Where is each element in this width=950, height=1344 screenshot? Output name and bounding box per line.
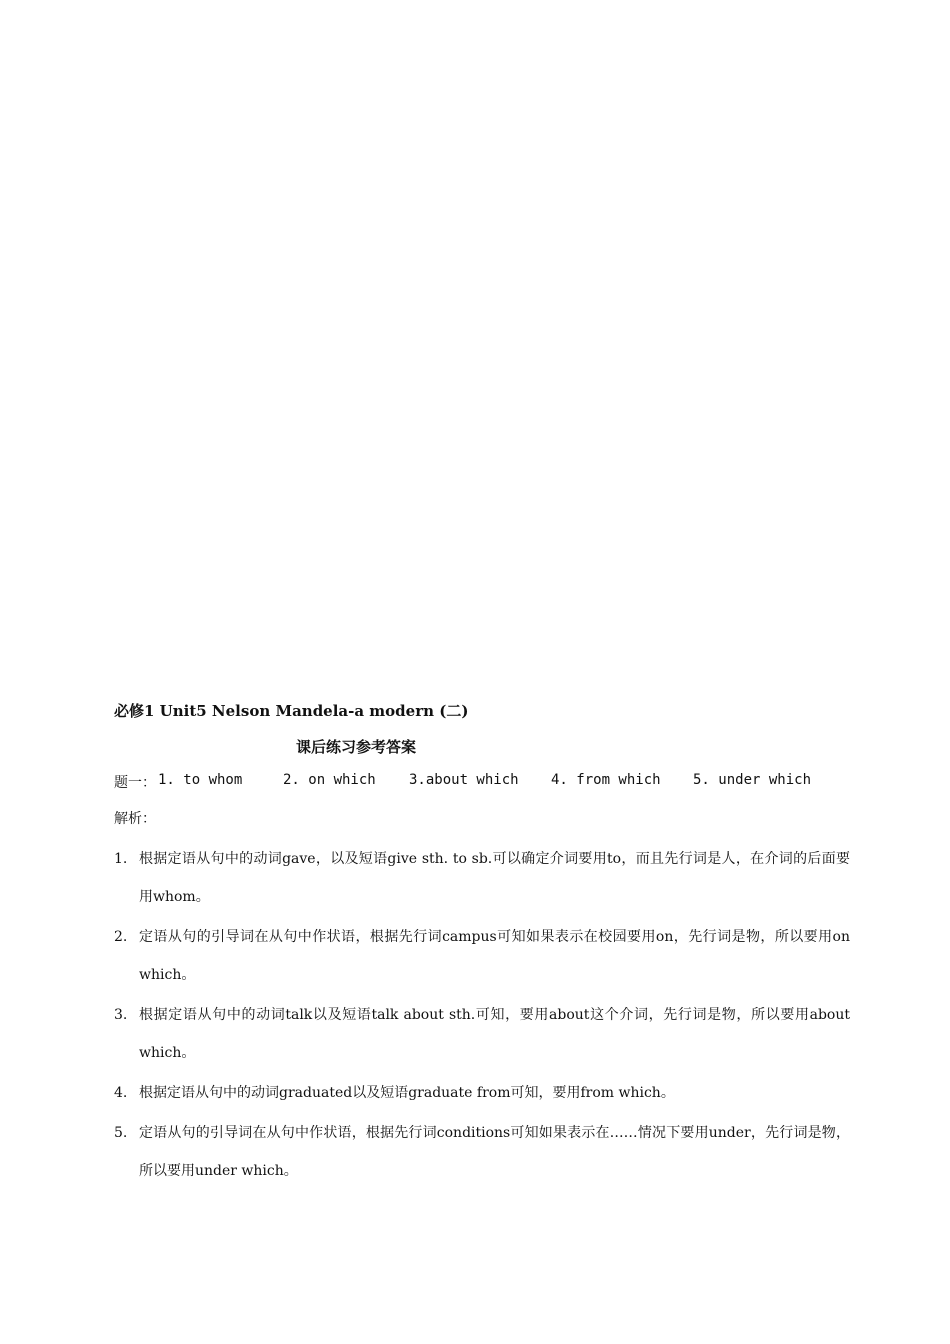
explanation-text: 根据定语从句中的动词gave，以及短语give sth. to sb.可以确定介词要用to，而且先行词是人，在介词的后面要用whom。 [139,851,850,905]
document-title: 必修1 Unit5 Nelson Mandela-a modern (二) [114,702,469,720]
explanation-number: 3. [114,1007,128,1023]
explanation-item [114,918,850,994]
answer-item: 5. under which [693,772,812,788]
explanation-number: 4. [114,1085,128,1101]
answer-label: 题一： [114,775,156,791]
explanation-item [114,996,850,1072]
explanation-text: 根据定语从句中的动词graduated以及短语graduate from可知，要用from which。 [139,1085,675,1101]
explanation-text: 定语从句的引导词在从句中作状语，根据先行词campus可知如果表示在校园要用on，先行词是物，所以要用on which。 [139,929,850,983]
answer-line [114,772,811,792]
explanation-list [114,840,850,1192]
explanation-text: 根据定语从句中的动词talk以及短语talk about sth.可知，要用about这个介词，先行词是物，所以要用about which。 [139,1007,850,1061]
analysis-label: 解析： [114,811,156,827]
explanation-number: 2. [114,929,128,945]
explanation-number: 5. [114,1125,128,1141]
answer-item: 1. to whom [158,772,243,788]
explanation-text: 定语从句的引导词在从句中作状语，根据先行词conditions可知如果表示在……情况下要用under，先行词是物，所以要用under which。 [139,1125,850,1179]
explanation-item [114,1114,850,1190]
answer-item: 4. from which [551,772,661,788]
explanation-item [114,1074,850,1112]
document-subtitle: 课后练习参考答案 [296,738,417,756]
explanation-number: 1. [114,851,128,867]
answer-item: 3.about which [409,772,519,788]
answer-item: 2. on which [283,772,376,788]
explanation-item [114,840,850,916]
